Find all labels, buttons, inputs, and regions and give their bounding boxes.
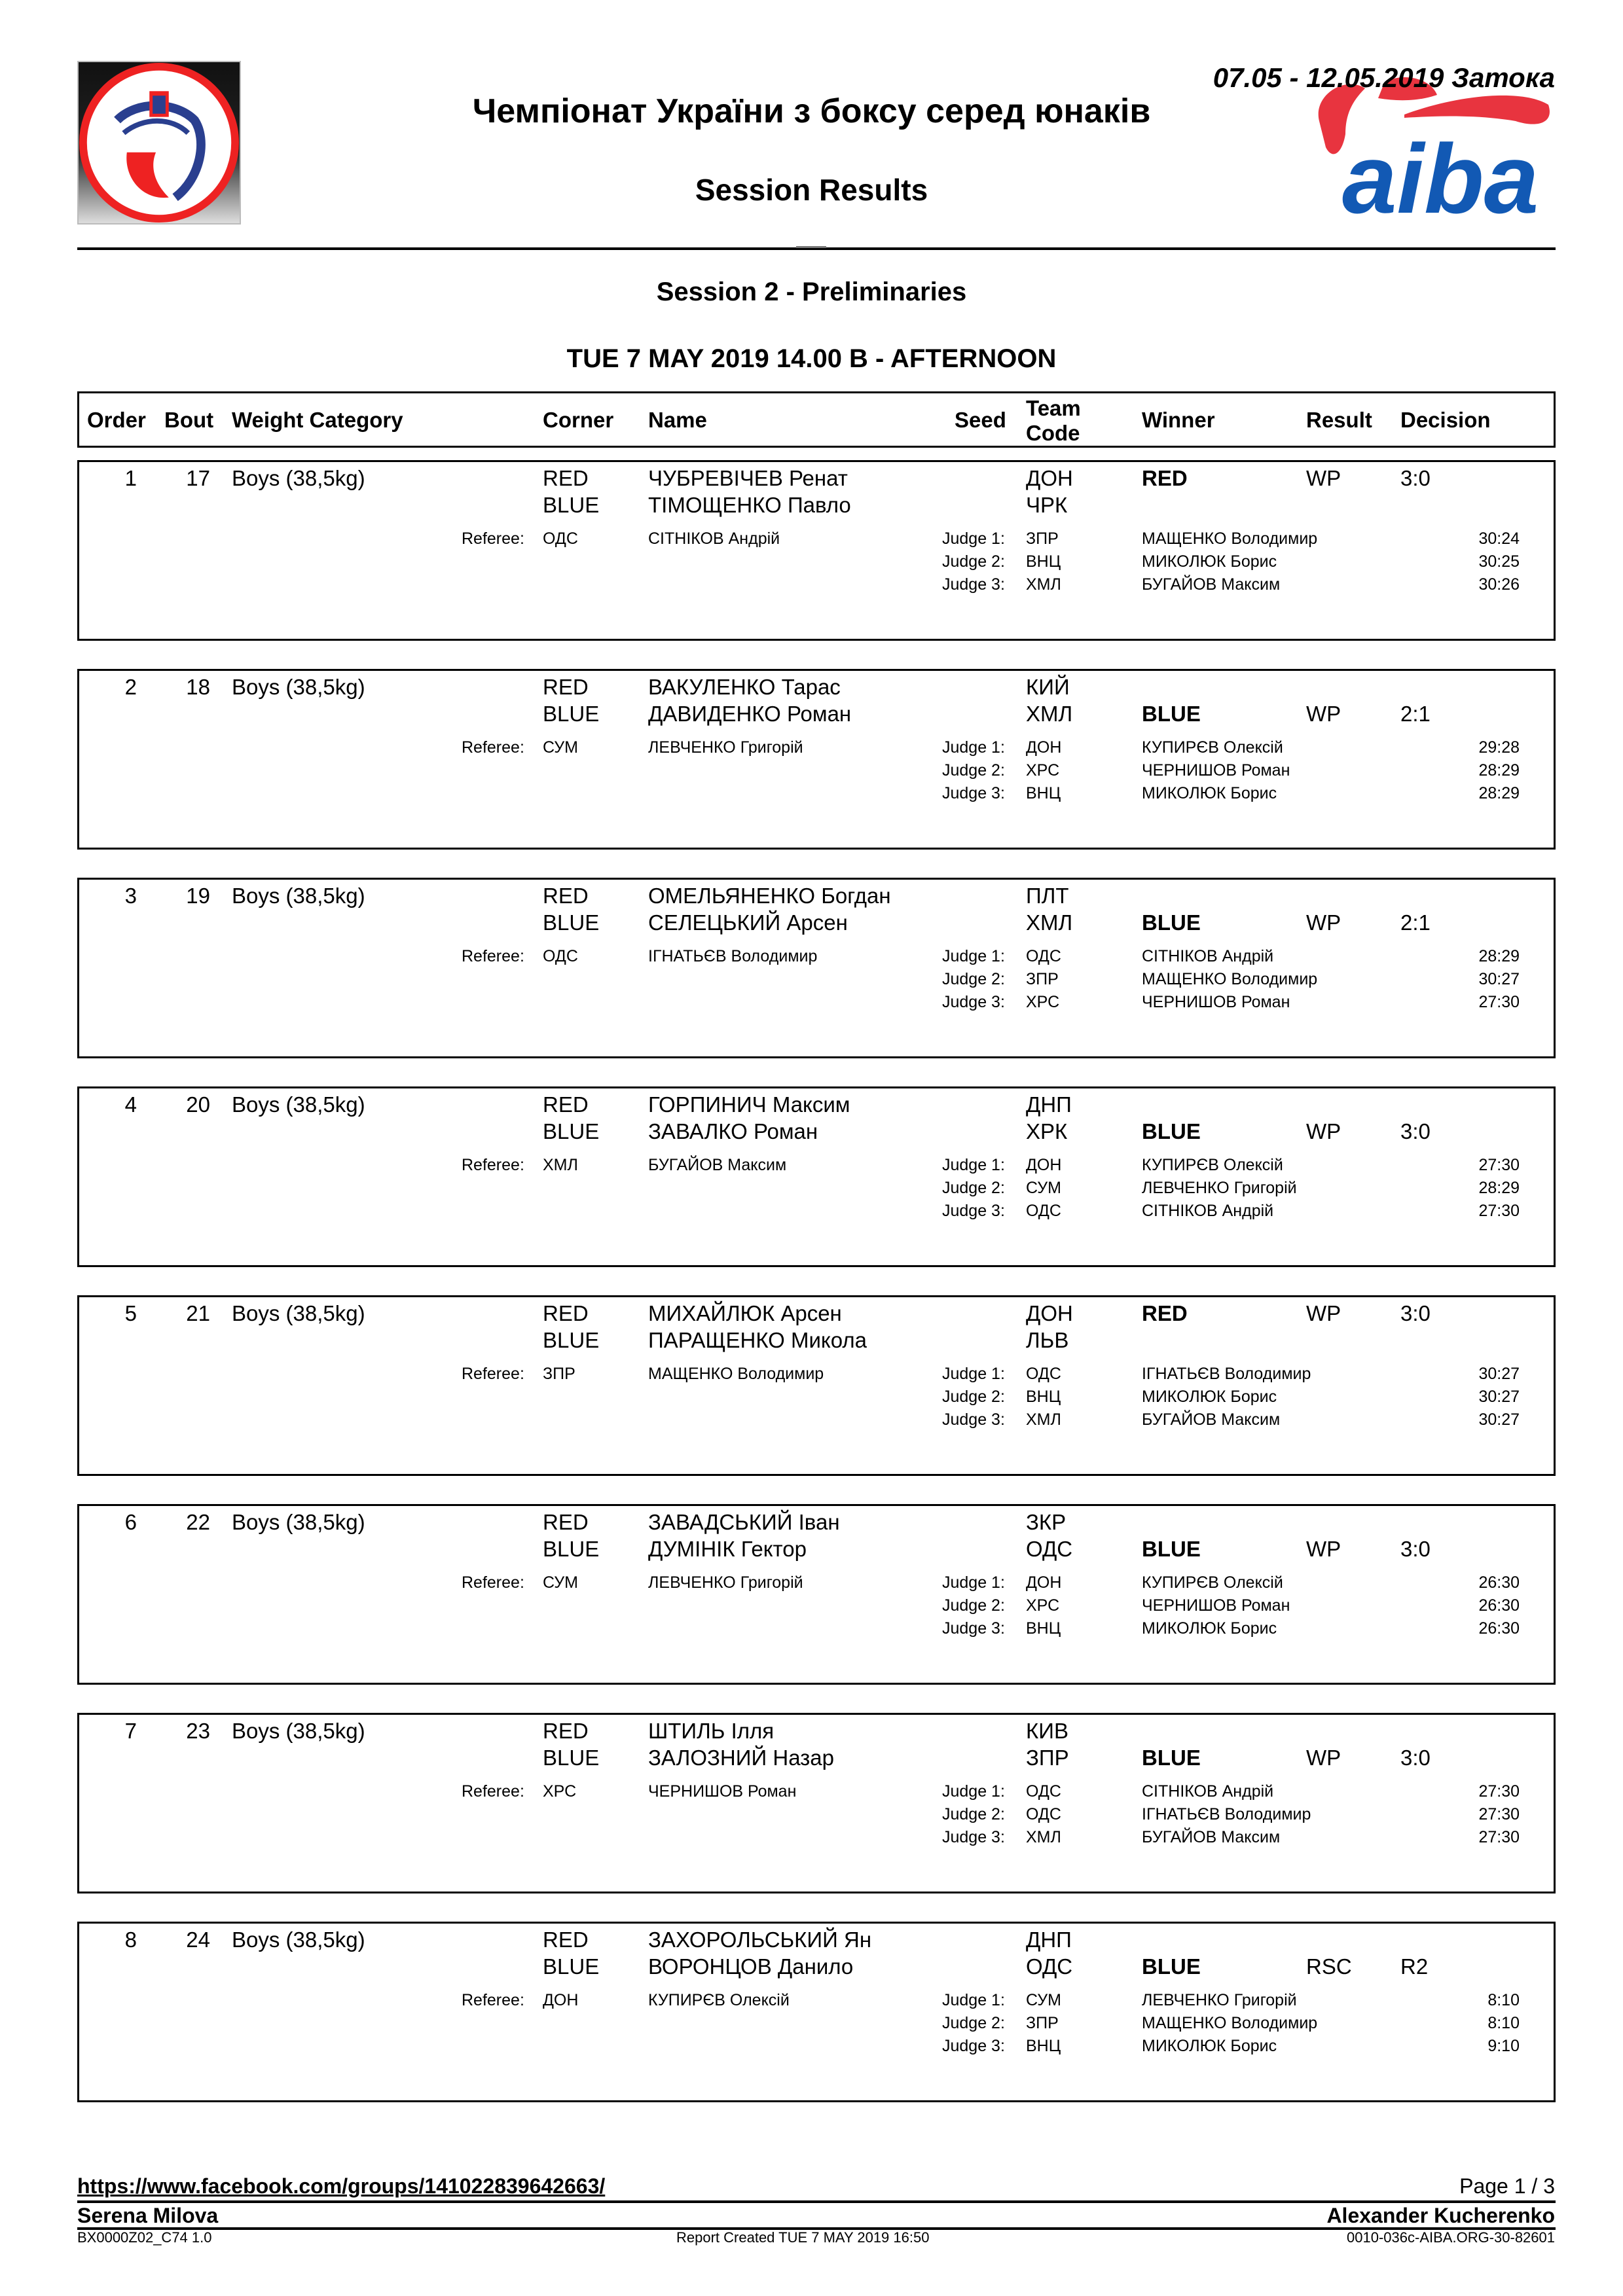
red-corner-label: RED: [543, 1510, 589, 1534]
blue-boxer-name: ЗАВАЛКО Роман: [648, 1119, 818, 1143]
red-team-code: ПЛТ: [1026, 884, 1069, 908]
judge3-team: ХРС: [1026, 993, 1060, 1011]
col-decision: Decision: [1400, 408, 1491, 432]
weight-category: Boys (38,5kg): [232, 1719, 365, 1743]
judge3-label: Judge 3:: [942, 993, 1005, 1011]
judge2-label: Judge 2:: [942, 1805, 1005, 1823]
judge1-team: ЗПР: [1026, 529, 1059, 548]
judge1-label: Judge 1:: [942, 1782, 1005, 1801]
judge2-name: ЛЕВЧЕНКО Григорій: [1142, 1179, 1297, 1197]
col-weight-category: Weight Category: [232, 408, 403, 432]
svg-text:aiba: aiba: [1342, 124, 1539, 219]
referee-team: ХМЛ: [543, 1156, 578, 1174]
result: WP: [1306, 1746, 1341, 1770]
judge2-label: Judge 2:: [942, 1596, 1005, 1615]
judge3-label: Judge 3:: [942, 1828, 1005, 1846]
judge1-name: ЛЕВЧЕНКО Григорій: [1142, 1991, 1297, 2009]
bout-order: 3: [124, 884, 137, 908]
col-team-line1: Team: [1026, 396, 1081, 420]
judge1-score: 30:24: [1478, 529, 1520, 548]
bout-number: 20: [186, 1092, 210, 1117]
result: WP: [1306, 702, 1341, 726]
judge2-name: МАЩЕНКО Володимир: [1142, 970, 1318, 988]
referee-team: ДОН: [543, 1991, 579, 2009]
red-team-code: ДНП: [1026, 1092, 1072, 1117]
red-boxer-name: ШТИЛЬ Ілля: [648, 1719, 775, 1743]
session-datetime: TUE 7 MAY 2019 14.00 B - AFTERNOON: [566, 344, 1057, 373]
judge2-score: 26:30: [1478, 1596, 1520, 1615]
referee-team: СУМ: [543, 738, 578, 757]
referee-name: ЧЕРНИШОВ Роман: [648, 1782, 797, 1801]
red-team-code: ДНП: [1026, 1928, 1072, 1952]
bout-number: 24: [186, 1928, 210, 1952]
judge3-label: Judge 3:: [942, 2037, 1005, 2055]
judge1-name: МАЩЕНКО Володимир: [1142, 529, 1318, 548]
judge3-team: ХМЛ: [1026, 1410, 1061, 1429]
judge3-name: БУГАЙОВ Максим: [1142, 1410, 1281, 1429]
judge3-label: Judge 3:: [942, 784, 1005, 802]
report-code: BX0000Z02_C74 1.0: [77, 2229, 212, 2246]
winner: RED: [1142, 466, 1188, 490]
bout-row: [77, 878, 1556, 1058]
decision: 3:0: [1400, 1119, 1431, 1143]
header-divider-accent: [796, 246, 826, 248]
judge3-score: 28:29: [1478, 784, 1520, 802]
decision: 3:0: [1400, 1301, 1431, 1325]
referee-label: Referee:: [462, 1782, 524, 1801]
judge2-team: ХРС: [1026, 761, 1060, 780]
bout-order: 4: [124, 1092, 137, 1117]
bout-number: 19: [186, 884, 210, 908]
judge2-team: ХРС: [1026, 1596, 1060, 1615]
weight-category: Boys (38,5kg): [232, 1301, 365, 1325]
judge3-name: СІТНІКОВ Андрій: [1142, 1202, 1274, 1220]
bout-order: 6: [124, 1510, 137, 1534]
winner: BLUE: [1142, 1954, 1201, 1979]
winner: BLUE: [1142, 1537, 1201, 1561]
judge1-score: 28:29: [1478, 947, 1520, 965]
judge1-label: Judge 1:: [942, 738, 1005, 757]
judge1-team: ДОН: [1026, 1573, 1062, 1592]
weight-category: Boys (38,5kg): [232, 1510, 365, 1534]
judge2-label: Judge 2:: [942, 1179, 1005, 1197]
red-boxer-name: ГОРПИНИЧ Максим: [648, 1092, 850, 1117]
report-created: Report Created TUE 7 MAY 2019 16:50: [676, 2229, 930, 2246]
judge3-name: БУГАЙОВ Максим: [1142, 575, 1281, 594]
judge2-label: Judge 2:: [942, 552, 1005, 571]
judge1-team: ОДС: [1026, 1782, 1061, 1801]
winner: BLUE: [1142, 910, 1201, 935]
red-corner-label: RED: [543, 675, 589, 699]
blue-team-code: ЗПР: [1026, 1746, 1069, 1770]
red-team-code: КИВ: [1026, 1719, 1068, 1743]
red-team-code: КИЙ: [1026, 675, 1070, 699]
judge1-team: ДОН: [1026, 1156, 1062, 1174]
judge3-name: МИКОЛЮК Борис: [1142, 2037, 1277, 2055]
blue-corner-label: BLUE: [543, 1119, 600, 1143]
footer-left-signatory: Serena Milova: [77, 2204, 219, 2227]
judge1-team: СУМ: [1026, 1991, 1061, 2009]
judge2-score: 30:27: [1478, 1388, 1520, 1406]
referee-label: Referee:: [462, 529, 524, 548]
red-boxer-name: ЗАХОРОЛЬСЬКИЙ Ян: [648, 1928, 872, 1952]
blue-corner-label: BLUE: [543, 1537, 600, 1561]
judge1-label: Judge 1:: [942, 1365, 1005, 1383]
judge3-team: ХМЛ: [1026, 1828, 1061, 1846]
decision: 3:0: [1400, 1537, 1431, 1561]
judge1-label: Judge 1:: [942, 947, 1005, 965]
judge1-name: ІГНАТЬЄВ Володимир: [1142, 1365, 1311, 1383]
judge3-team: ВНЦ: [1026, 784, 1061, 802]
judge1-label: Judge 1:: [942, 1573, 1005, 1592]
referee-label: Referee:: [462, 1156, 524, 1174]
judge3-label: Judge 3:: [942, 1202, 1005, 1220]
red-boxer-name: МИХАЙЛЮК Арсен: [648, 1301, 842, 1325]
judge2-score: 27:30: [1478, 1805, 1520, 1823]
red-boxer-name: ОМЕЛЬЯНЕНКО Богдан: [648, 884, 891, 908]
judge2-name: МИКОЛЮК Борис: [1142, 552, 1277, 571]
judge1-team: ОДС: [1026, 947, 1061, 965]
referee-name: ЛЕВЧЕНКО Григорій: [648, 738, 803, 757]
bout-order: 2: [124, 675, 137, 699]
judge2-team: ЗПР: [1026, 2014, 1059, 2032]
judge3-label: Judge 3:: [942, 1410, 1005, 1429]
red-boxer-name: ЗАВАДСЬКИЙ Іван: [648, 1510, 840, 1534]
blue-team-code: ЧРК: [1026, 493, 1068, 517]
blue-boxer-name: ТІМОЩЕНКО Павло: [648, 493, 851, 517]
judge3-label: Judge 3:: [942, 1619, 1005, 1638]
referee-name: СІТНІКОВ Андрій: [648, 529, 780, 548]
red-corner-label: RED: [543, 884, 589, 908]
judge3-team: ВНЦ: [1026, 2037, 1061, 2055]
red-corner-label: RED: [543, 1301, 589, 1325]
weight-category: Boys (38,5kg): [232, 675, 365, 699]
blue-boxer-name: ВОРОНЦОВ Данило: [648, 1954, 854, 1979]
judge2-name: МИКОЛЮК Борис: [1142, 1388, 1277, 1406]
blue-corner-label: BLUE: [543, 1328, 600, 1352]
document-id: 0010-036c-AIBA.ORG-30-82601: [1347, 2229, 1555, 2246]
judge3-score: 30:26: [1478, 575, 1520, 594]
bout-order: 8: [124, 1928, 137, 1952]
judge2-name: ЧЕРНИШОВ Роман: [1142, 1596, 1290, 1615]
red-corner-label: RED: [543, 1928, 589, 1952]
referee-label: Referee:: [462, 1991, 524, 2009]
judge3-score: 27:30: [1478, 1828, 1520, 1846]
blue-boxer-name: ПАРАЩЕНКО Микола: [648, 1328, 867, 1352]
judge1-score: 8:10: [1487, 1991, 1520, 2009]
judge2-label: Judge 2:: [942, 1388, 1005, 1406]
bout-row: [77, 460, 1556, 641]
judge2-label: Judge 2:: [942, 2014, 1005, 2032]
col-seed: Seed: [955, 408, 1006, 432]
judge2-score: 28:29: [1478, 761, 1520, 780]
blue-team-code: ОДС: [1026, 1954, 1073, 1979]
bout-row: [77, 1295, 1556, 1476]
referee-name: МАЩЕНКО Володимир: [648, 1365, 824, 1383]
col-result: Result: [1306, 408, 1372, 432]
judge2-score: 30:25: [1478, 552, 1520, 571]
col-bout: Bout: [164, 408, 214, 432]
weight-category: Boys (38,5kg): [232, 884, 365, 908]
judge3-team: ВНЦ: [1026, 1619, 1061, 1638]
col-winner: Winner: [1142, 408, 1215, 432]
bout-order: 1: [124, 466, 137, 490]
decision: 2:1: [1400, 910, 1431, 935]
judge3-team: ОДС: [1026, 1202, 1061, 1220]
result: RSC: [1306, 1954, 1352, 1979]
blue-corner-label: BLUE: [543, 910, 600, 935]
judge3-name: МИКОЛЮК Борис: [1142, 784, 1277, 802]
blue-team-code: ХРК: [1026, 1119, 1068, 1143]
judge3-team: ХМЛ: [1026, 575, 1061, 594]
judge2-score: 30:27: [1478, 970, 1520, 988]
referee-team: ХРС: [543, 1782, 577, 1801]
col-team-line2: Code: [1026, 421, 1080, 445]
weight-category: Boys (38,5kg): [232, 466, 365, 490]
event-dates-location: 07.05 - 12.05.2019 Затока: [1213, 62, 1555, 93]
referee-team: СУМ: [543, 1573, 578, 1592]
judge1-name: КУПИРЄВ Олексій: [1142, 1156, 1283, 1174]
referee-label: Referee:: [462, 1365, 524, 1383]
judge2-score: 28:29: [1478, 1179, 1520, 1197]
col-name: Name: [648, 408, 707, 432]
judge3-score: 26:30: [1478, 1619, 1520, 1638]
judge1-name: КУПИРЄВ Олексій: [1142, 738, 1283, 757]
red-team-code: ДОН: [1026, 1301, 1073, 1325]
judge1-name: КУПИРЄВ Олексій: [1142, 1573, 1283, 1592]
judge3-label: Judge 3:: [942, 575, 1005, 594]
red-team-code: ДОН: [1026, 466, 1073, 490]
judge2-label: Judge 2:: [942, 761, 1005, 780]
col-team-code: [1026, 396, 1081, 446]
bout-order: 5: [124, 1301, 137, 1325]
judge2-team: ВНЦ: [1026, 1388, 1061, 1406]
red-corner-label: RED: [543, 1092, 589, 1117]
result: WP: [1306, 1301, 1341, 1325]
bout-order: 7: [124, 1719, 137, 1743]
weight-category: Boys (38,5kg): [232, 1092, 365, 1117]
judge3-score: 30:27: [1478, 1410, 1520, 1429]
red-corner-label: RED: [543, 466, 589, 490]
judge1-score: 27:30: [1478, 1782, 1520, 1801]
results-column-header: [77, 391, 1556, 448]
blue-boxer-name: ДАВИДЕНКО Роман: [648, 702, 852, 726]
decision: R2: [1400, 1954, 1429, 1979]
referee-name: ІГНАТЬЄВ Володимир: [648, 947, 818, 965]
blue-corner-label: BLUE: [543, 493, 600, 517]
report-subtitle: Session Results: [695, 173, 928, 207]
footer-divider-top: [77, 2200, 1556, 2203]
referee-team: ЗПР: [543, 1365, 575, 1383]
judge2-team: СУМ: [1026, 1179, 1061, 1197]
referee-name: КУПИРЄВ Олексій: [648, 1991, 790, 2009]
footer-right-signatory: Alexander Kucherenko: [1326, 2204, 1555, 2227]
bout-row: [77, 1504, 1556, 1685]
judge3-name: БУГАЙОВ Максим: [1142, 1828, 1281, 1846]
result: WP: [1306, 1537, 1341, 1561]
judge2-team: ОДС: [1026, 1805, 1061, 1823]
winner: BLUE: [1142, 702, 1201, 726]
winner: BLUE: [1142, 1119, 1201, 1143]
winner: RED: [1142, 1301, 1188, 1325]
judge2-score: 8:10: [1487, 2014, 1520, 2032]
bout-number: 22: [186, 1510, 210, 1534]
judge1-score: 30:27: [1478, 1365, 1520, 1383]
blue-corner-label: BLUE: [543, 702, 600, 726]
blue-corner-label: BLUE: [543, 1954, 600, 1979]
red-boxer-name: ВАКУЛЕНКО Тарас: [648, 675, 841, 699]
judge1-name: СІТНІКОВ Андрій: [1142, 1782, 1274, 1801]
judge1-score: 26:30: [1478, 1573, 1520, 1592]
judge1-name: СІТНІКОВ Андрій: [1142, 947, 1274, 965]
judge3-score: 27:30: [1478, 993, 1520, 1011]
referee-label: Referee:: [462, 738, 524, 757]
judge3-score: 27:30: [1478, 1202, 1520, 1220]
referee-label: Referee:: [462, 947, 524, 965]
bout-number: 21: [186, 1301, 210, 1325]
referee-team: ОДС: [543, 947, 578, 965]
blue-team-code: ХМЛ: [1026, 910, 1073, 935]
blue-boxer-name: ДУМІНІК Гектор: [648, 1537, 807, 1561]
judge2-label: Judge 2:: [942, 970, 1005, 988]
referee-name: ЛЕВЧЕНКО Григорій: [648, 1573, 803, 1592]
referee-name: БУГАЙОВ Максим: [648, 1156, 787, 1174]
judge2-name: МАЩЕНКО Володимир: [1142, 2014, 1318, 2032]
result: WP: [1306, 910, 1341, 935]
blue-corner-label: BLUE: [543, 1746, 600, 1770]
red-corner-label: RED: [543, 1719, 589, 1743]
judge1-team: ДОН: [1026, 738, 1062, 757]
championship-title: Чемпіонат України з боксу серед юнаків: [472, 92, 1151, 130]
col-order: Order: [87, 408, 146, 432]
judge3-score: 9:10: [1487, 2037, 1520, 2055]
red-boxer-name: ЧУБРЕВІЧЕВ Ренат: [648, 466, 848, 490]
session-title: Session 2 - Preliminaries: [656, 278, 967, 306]
decision: 3:0: [1400, 466, 1431, 490]
judge2-name: ЧЕРНИШОВ Роман: [1142, 761, 1290, 780]
red-team-code: ЗКР: [1026, 1510, 1067, 1534]
facebook-group-link[interactable]: https://www.facebook.com/groups/141022839642663/: [77, 2174, 606, 2198]
result: WP: [1306, 466, 1341, 490]
blue-boxer-name: ЗАЛОЗНИЙ Назар: [648, 1746, 835, 1770]
blue-team-code: ОДС: [1026, 1537, 1073, 1561]
judge2-team: ВНЦ: [1026, 552, 1061, 571]
judge2-team: ЗПР: [1026, 970, 1059, 988]
bout-number: 17: [186, 466, 210, 490]
judge1-score: 27:30: [1478, 1156, 1520, 1174]
judge2-name: ІГНАТЬЄВ Володимир: [1142, 1805, 1311, 1823]
col-corner: Corner: [543, 408, 614, 432]
referee-label: Referee:: [462, 1573, 524, 1592]
decision: 2:1: [1400, 702, 1431, 726]
decision: 3:0: [1400, 1746, 1431, 1770]
judge3-name: ЧЕРНИШОВ Роман: [1142, 993, 1290, 1011]
bout-row: [77, 1922, 1556, 2102]
judge1-team: ОДС: [1026, 1365, 1061, 1383]
blue-boxer-name: СЕЛЕЦЬКИЙ Арсен: [648, 910, 848, 935]
result: WP: [1306, 1119, 1341, 1143]
bout-number: 23: [186, 1719, 210, 1743]
page-indicator: Page 1 / 3: [1459, 2174, 1555, 2198]
bout-number: 18: [186, 675, 210, 699]
bout-row: [77, 1086, 1556, 1267]
blue-team-code: ЛЬВ: [1026, 1328, 1069, 1352]
bout-row: [77, 669, 1556, 850]
judge1-label: Judge 1:: [942, 529, 1005, 548]
blue-team-code: ХМЛ: [1026, 702, 1073, 726]
weight-category: Boys (38,5kg): [232, 1928, 365, 1952]
judge1-score: 29:28: [1478, 738, 1520, 757]
bout-row: [77, 1713, 1556, 1893]
referee-team: ОДС: [543, 529, 578, 548]
judge1-label: Judge 1:: [942, 1991, 1005, 2009]
judge1-label: Judge 1:: [942, 1156, 1005, 1174]
judge3-name: МИКОЛЮК Борис: [1142, 1619, 1277, 1638]
winner: BLUE: [1142, 1746, 1201, 1770]
